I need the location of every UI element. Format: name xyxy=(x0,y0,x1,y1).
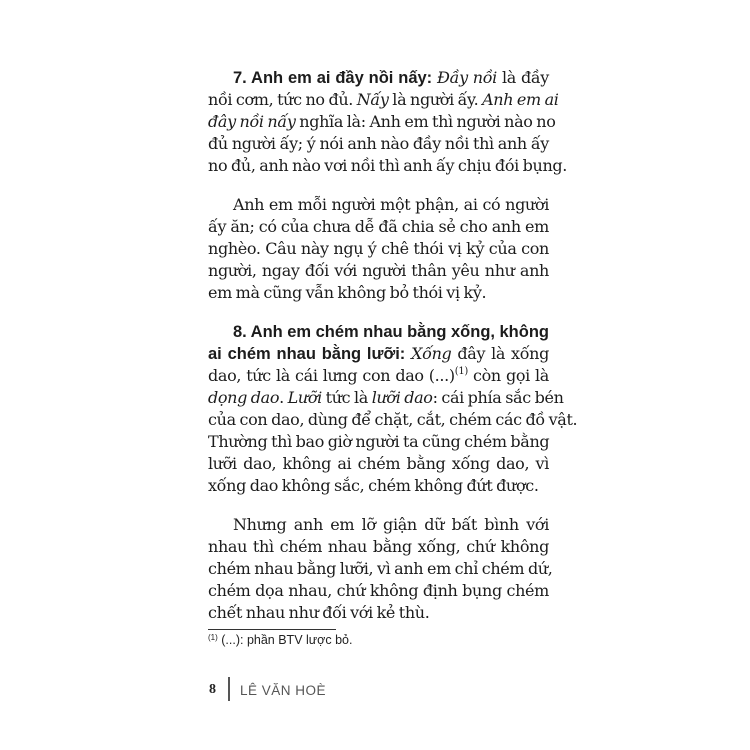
text-run: ấy ăn; có của chưa dễ đã chia sẻ cho anh em xyxy=(208,217,549,236)
text-run: tức là xyxy=(321,388,372,407)
text-run: đủ người ấy; ý nói anh nào đầy nồi thì anh ấy xyxy=(208,134,549,153)
paragraph xyxy=(208,514,553,624)
text-line xyxy=(208,602,549,624)
text-run: xống dao không sắc, chém không đứt được. xyxy=(208,476,539,495)
text-line xyxy=(208,67,549,89)
text-line xyxy=(208,475,549,497)
text-run: chém dọa nhau, chứ không định bụng chém xyxy=(208,581,549,600)
text-line xyxy=(208,580,549,602)
footnote-text: (...): phần BTV lược bỏ. xyxy=(217,633,353,647)
text-line xyxy=(208,89,559,111)
footnote-reference: (1) xyxy=(454,366,468,377)
heading-text: 8. Anh em chém nhau bằng xống, không xyxy=(233,323,549,341)
text-line xyxy=(208,194,549,216)
italic-term: Nấy xyxy=(356,90,389,109)
text-run: là người ấy. xyxy=(388,90,483,109)
text-run: Thường thì bao giờ người ta cũng chém bằng xyxy=(208,432,550,451)
text-line xyxy=(208,514,549,536)
text-run: nồi cơm, tức no đủ. xyxy=(208,90,357,109)
text-run: đây là xống xyxy=(451,344,549,363)
italic-term: Đầy nồi xyxy=(437,68,497,87)
paragraph xyxy=(208,194,549,304)
running-footer-author: LÊ VĂN HOÈ xyxy=(240,683,327,698)
paragraph xyxy=(208,321,578,497)
text-line xyxy=(208,387,564,409)
text-line xyxy=(208,133,549,155)
footnote xyxy=(208,633,352,647)
text-run: chém nhau bằng lưỡi, vì anh em chỉ chém dứ, xyxy=(208,559,553,578)
page-number: 8 xyxy=(209,682,216,697)
text-line xyxy=(208,216,549,238)
footnote-divider xyxy=(208,629,336,630)
text-line xyxy=(208,111,556,133)
text-run: Anh em mỗi người một phận, ai có người xyxy=(233,195,549,214)
text-line xyxy=(208,260,549,282)
heading-text: ai chém nhau bằng lưỡi: xyxy=(208,345,412,363)
text-run: lưỡi dao, không ai chém bằng xống dao, vì xyxy=(208,454,549,473)
text-run: còn gọi là xyxy=(467,366,549,385)
text-line xyxy=(208,536,549,558)
text-line xyxy=(208,409,578,431)
text-line xyxy=(208,282,549,304)
text-run: : cái phía sắc bén xyxy=(432,388,564,407)
text-run: nhau thì chém nhau bằng xống, chứ không xyxy=(208,537,549,556)
text-line xyxy=(208,365,549,387)
body-text xyxy=(208,67,578,641)
text-run: no đủ, anh nào vơi nồi thì anh ấy chịu đói bụng. xyxy=(208,156,568,175)
text-line xyxy=(208,321,549,343)
text-run: . xyxy=(279,388,288,407)
text-line xyxy=(208,238,549,260)
heading-text: 7. Anh em ai đầy nồi nấy: xyxy=(233,69,438,87)
text-line xyxy=(208,453,549,475)
italic-term: lưỡi dao xyxy=(371,388,433,407)
italic-term: dọng dao xyxy=(208,388,280,407)
text-run: của con dao, dùng để chặt, cắt, chém các đồ vật. xyxy=(208,410,578,429)
text-run: chết nhau như đối với kẻ thù. xyxy=(208,603,430,622)
text-run: người, ngay đối với người thân yêu như anh xyxy=(208,261,549,280)
text-run: nghèo. Câu này ngụ ý chê thói vị kỷ của con xyxy=(208,239,549,258)
paragraph xyxy=(208,67,568,177)
italic-term: Xống xyxy=(411,344,452,363)
text-line xyxy=(208,431,549,453)
text-run: là đầy xyxy=(496,68,549,87)
text-line xyxy=(208,558,553,580)
text-line xyxy=(208,343,549,365)
text-run: dao, tức là cái lưng con dao (...) xyxy=(208,366,455,385)
italic-term: đây nồi nấy xyxy=(208,112,296,131)
footer-divider xyxy=(228,677,230,701)
text-run: em mà cũng vẫn không bỏ thói vị kỷ. xyxy=(208,283,487,302)
italic-term: Lưỡi xyxy=(287,388,322,407)
text-line xyxy=(208,155,568,177)
italic-term: Anh em ai xyxy=(482,90,559,109)
text-run: Nhưng anh em lỡ giận dữ bất bình với xyxy=(233,515,549,534)
footnote-marker: (1) xyxy=(208,633,218,642)
text-run: nghĩa là: Anh em thì người nào no xyxy=(295,112,556,131)
